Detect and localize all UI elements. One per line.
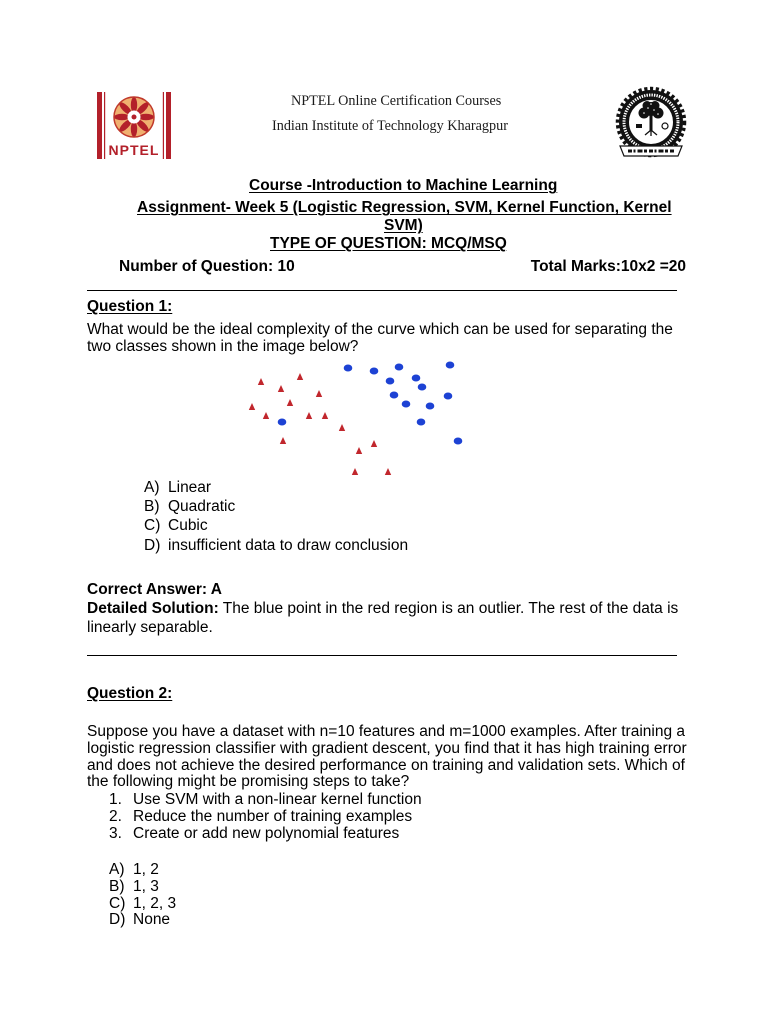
option-c bbox=[109, 895, 529, 912]
red-triangle-marker bbox=[322, 412, 328, 419]
red-triangle-marker bbox=[356, 447, 362, 454]
question-2-text-line: the following might be promising steps to take? bbox=[87, 773, 410, 790]
step-text: Use SVM with a non-linear kernel function bbox=[133, 791, 422, 808]
number-of-questions: Number of Question: 10 bbox=[119, 258, 295, 275]
detailed-solution-text: The blue point in the red region is an outlier. The rest of the data is bbox=[222, 600, 679, 617]
red-triangle-marker bbox=[385, 468, 391, 475]
option-c bbox=[144, 517, 564, 534]
step-item bbox=[109, 791, 529, 808]
red-triangle-marker bbox=[297, 373, 303, 380]
blue-circle-marker bbox=[454, 438, 463, 445]
blue-circle-marker bbox=[417, 419, 426, 426]
step-item bbox=[109, 808, 529, 825]
option-text: None bbox=[133, 911, 171, 928]
question-2-heading: Question 2: bbox=[87, 685, 173, 702]
option-letter: D) bbox=[144, 537, 161, 554]
option-text: Quadratic bbox=[168, 498, 236, 515]
option-letter: C) bbox=[109, 895, 126, 912]
blue-circle-group bbox=[278, 362, 463, 445]
section-divider bbox=[87, 290, 677, 291]
question-type: TYPE OF QUESTION: MCQ/MSQ bbox=[270, 235, 507, 252]
blue-circle-marker bbox=[446, 362, 455, 369]
red-triangle-marker bbox=[352, 468, 358, 475]
detailed-solution-label: Detailed Solution: bbox=[87, 600, 219, 617]
question-1-heading: Question 1: bbox=[87, 298, 173, 315]
option-d bbox=[109, 911, 529, 928]
option-text: 1, 2 bbox=[133, 861, 159, 878]
question-1-text-line: What would be the ideal complexity of the curve which can be used for separating the bbox=[87, 321, 673, 338]
question-2-text-line: Suppose you have a dataset with n=10 features and m=1000 examples. After training a bbox=[87, 723, 686, 740]
blue-circle-marker bbox=[444, 393, 453, 400]
step-number: 2. bbox=[109, 808, 122, 825]
option-b bbox=[144, 498, 564, 515]
red-triangle-marker bbox=[306, 412, 312, 419]
assignment-title-line: Assignment- Week 5 (Logistic Regression, SVM, Kernel Function, Kernel bbox=[137, 199, 672, 216]
blue-circle-marker bbox=[418, 384, 427, 391]
question-1-scatter-figure bbox=[240, 355, 470, 485]
option-letter: C) bbox=[144, 517, 161, 534]
course-title: Course -Introduction to Machine Learning bbox=[249, 177, 558, 194]
red-triangle-group bbox=[249, 373, 391, 475]
red-triangle-marker bbox=[249, 403, 255, 410]
header-program-title: NPTEL Online Certification Courses bbox=[291, 93, 502, 109]
option-text: Cubic bbox=[168, 517, 208, 534]
red-triangle-marker bbox=[339, 424, 345, 431]
blue-circle-marker bbox=[412, 375, 421, 382]
question-2-text-line: and does not achieve the desired performance on training and validation sets. Which of bbox=[87, 757, 685, 774]
nptel-logo-text: NPTEL bbox=[108, 142, 160, 158]
nptel-logo bbox=[97, 92, 171, 159]
red-triangle-marker bbox=[287, 399, 293, 406]
blue-circle-marker bbox=[386, 378, 395, 385]
blue-circle-marker bbox=[402, 401, 411, 408]
detailed-solution-line bbox=[87, 600, 678, 617]
blue-circle-marker bbox=[278, 419, 287, 426]
option-letter: D) bbox=[109, 911, 126, 928]
blue-circle-marker bbox=[395, 364, 404, 371]
option-b bbox=[109, 878, 529, 895]
option-text: insufficient data to draw conclusion bbox=[168, 537, 409, 554]
header-institute-name: Indian Institute of Technology Kharagpur bbox=[272, 118, 508, 134]
red-triangle-marker bbox=[371, 440, 377, 447]
red-triangle-marker bbox=[263, 412, 269, 419]
option-letter: B) bbox=[109, 878, 125, 895]
blue-circle-marker bbox=[370, 368, 379, 375]
question-1-text-line: two classes shown in the image below? bbox=[87, 338, 359, 355]
blue-circle-marker bbox=[390, 392, 399, 399]
iit-kharagpur-seal bbox=[614, 86, 688, 160]
red-triangle-marker bbox=[280, 437, 286, 444]
option-letter: A) bbox=[109, 861, 125, 878]
detailed-solution-line: linearly separable. bbox=[87, 619, 213, 636]
question-2-text-line: logistic regression classifier with gradient descent, you find that it has high training error bbox=[87, 740, 687, 757]
option-text: 1, 2, 3 bbox=[133, 895, 177, 912]
red-triangle-marker bbox=[316, 390, 322, 397]
option-text: 1, 3 bbox=[133, 878, 159, 895]
assignment-title-line: SVM) bbox=[384, 217, 423, 234]
step-text: Reduce the number of training examples bbox=[133, 808, 413, 825]
blue-circle-marker bbox=[426, 403, 435, 410]
step-text: Create or add new polynomial features bbox=[133, 825, 400, 842]
correct-answer: Correct Answer: A bbox=[87, 581, 222, 598]
red-triangle-marker bbox=[258, 378, 264, 385]
total-marks: Total Marks:10x2 =20 bbox=[530, 258, 686, 275]
red-triangle-marker bbox=[278, 385, 284, 392]
step-item bbox=[109, 825, 529, 842]
option-d bbox=[144, 537, 564, 554]
option-letter: B) bbox=[144, 498, 160, 515]
section-divider bbox=[87, 655, 677, 656]
step-number: 1. bbox=[109, 791, 122, 808]
option-a bbox=[144, 479, 564, 496]
blue-circle-marker bbox=[344, 365, 353, 372]
option-letter: A) bbox=[144, 479, 160, 496]
option-text: Linear bbox=[168, 479, 212, 496]
step-number: 3. bbox=[109, 825, 122, 842]
option-a bbox=[109, 861, 529, 878]
